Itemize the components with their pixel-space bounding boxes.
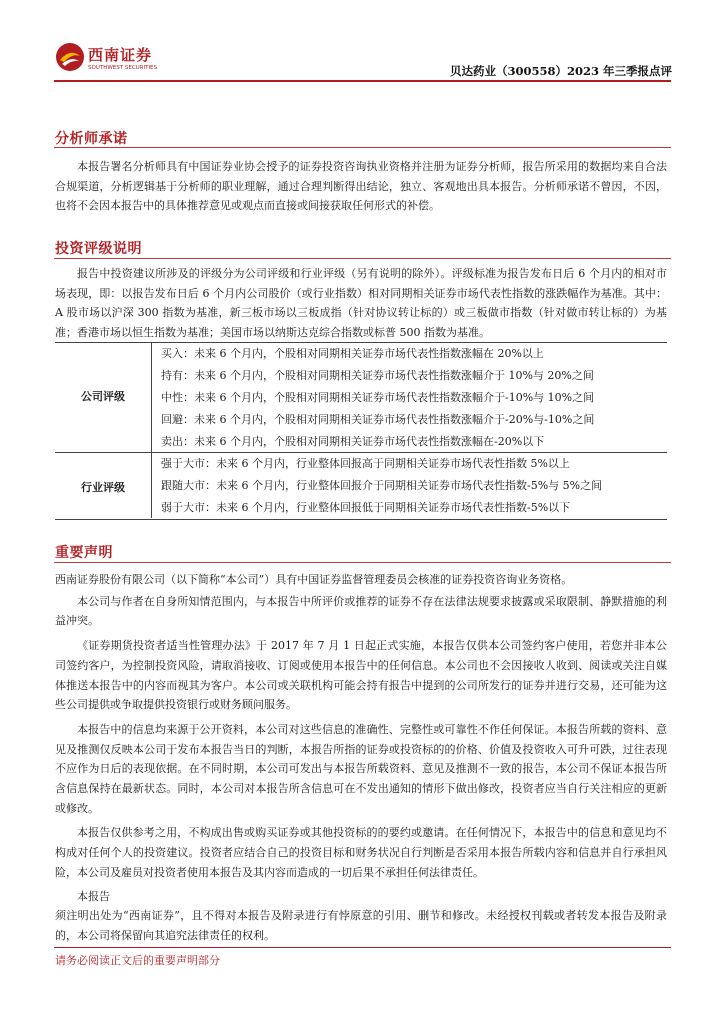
rating-text: 跟随大市：未来 6 个月内，行业整体回报介于同期相关证券市场代表性指数-5%与 5%之间 (161, 479, 603, 492)
disclaimer-paragraph: 本公司与作者在自身所知情范围内，与本报告中所评价或推荐的证券不存在法律法规要求披露或采取限制、静默措施的利益冲突。 (55, 594, 667, 628)
analyst-commitment-paragraph: 本报告署名分析师具有中国证券业协会授予的证券投资咨询执业资格并注册为证券分析师，报告所采用的数据均来自合法合规渠道，分析逻辑基于分析师的职业理解，通过合理判断得出结论，独立、客观地出具本报告。分析师承诺不曾因，不因，也将不会因本报告中的具体推荐意见或观点而直接或间接获取任何形式的补偿。 (55, 160, 667, 213)
disclaimer-paragraph: 须注明出处为“西南证券”，且不得对本报告及附录进行有悖原意的引用、删节和修改。未经授权刊载或者转发本报告及附录的，本公司将保留向其追究法律责任的权利。 (55, 909, 667, 942)
company-logo (55, 42, 165, 80)
company-rating-row (55, 387, 667, 409)
disclaimer-paragraph: 西南证券股份有限公司（以下简称“本公司”）具有中国证券监督管理委员会核准的证券投资咨询业务资格。 (55, 573, 573, 586)
disclaimer-paragraph: 本报告仅供参考之用，不构成出售或购买证券或其他投资标的的要约或邀请。在任何情况下，本报告中的信息和意见均不构成对任何个人的投资建议。投资者应结合自己的投资目标和财务状况自行判断是否采用本报告所载内容和信息并自行承担风险，本公司及雇员对投资者使用本报告及其内容而造成的一切后果不承担任何法律责任。 (55, 826, 667, 879)
rating-text: 卖出：未来 6 个月内，个股相对同期相关证券市场代表性指数涨幅在-20%以下 (161, 435, 545, 448)
section-divider (54, 258, 671, 259)
section-divider (54, 147, 671, 148)
section-title-rating-description: 投资评级说明 (55, 241, 142, 257)
rating-intro-text (55, 264, 667, 343)
logo-text-cn: 西南证券 (88, 46, 153, 64)
section-divider (54, 562, 671, 563)
rating-text: 中性：未来 6 个月内，个股相对同期相关证券市场代表性指数涨幅介于-10%与 10%之间 (161, 391, 595, 404)
company-rating-label: 公司评级 (81, 390, 125, 403)
company-rating-row (55, 365, 667, 387)
disclaimer-paragraph: 《证券期货投资者适当性管理办法》于 2017 年 7 月 1 日起正式实施，本报告仅供本公司签约客户使用，若您并非本公司签约客户，为控制投资风险，请取消接收、订阅或使用本报告中的任何信息。本公司也不会因接收人收到、阅读或关注自媒体推送本报告中的内容而视其为客户。本公司或关联机构可能会持有报告中提到的公司所发行的证券并进行交易，还可能为这些公司提供或争取提供投资银行或财务顾问服务。 (55, 639, 667, 712)
report-title: 贝达药业（300558）2023 年三季报点评 (449, 64, 672, 78)
footer-divider (54, 947, 671, 948)
industry-rating-row (55, 453, 667, 475)
industry-rating-label: 行业评级 (81, 481, 125, 494)
industry-rating-row (55, 497, 667, 519)
analyst-commitment-text (55, 157, 667, 216)
header-divider (54, 80, 671, 82)
rating-intro-paragraph: 报告中投资建议所涉及的评级分为公司评级和行业评级（另有说明的除外）。评级标准为报告发布日后 6 个月内的相对市场表现，即：以报告发布日后 6 个月内公司股价（或行业指数）相对同期相关证券市场代表性指数的涨跌幅作为基准。其中：A 股市场以沪深 300 指数为基准，新三板市场以三板成指（针对协议转让标的）或三板做市指数（针对做市转让标的）为基准；香港市场以恒生指数为基准；美国市场以纳斯达克综合指数或标普 500 指数为基准。 (55, 267, 667, 340)
company-rating-row (55, 409, 667, 431)
rating-text: 强于大市：未来 6 个月内，行业整体回报高于同期相关证券市场代表性指数 5%以上 (161, 457, 570, 470)
rating-text: 弱于大市：未来 6 个月内，行业整体回报低于同期相关证券市场代表性指数-5%以下 (161, 501, 571, 514)
rating-text: 买入：未来 6 个月内，个股相对同期相关证券市场代表性指数涨幅在 20%以上 (161, 347, 544, 360)
disclaimer-text (55, 570, 667, 946)
logo-emblem-icon (55, 42, 85, 72)
company-rating-row (55, 343, 667, 365)
rating-text: 回避：未来 6 个月内，个股相对同期相关证券市场代表性指数涨幅介于-20%与-10%之间 (161, 413, 595, 426)
table-border-bottom (55, 519, 667, 520)
industry-rating-row (55, 475, 667, 497)
company-rating-row (55, 431, 667, 453)
logo-text-en: SOUTHWEST SECURITIES (88, 65, 158, 71)
section-title-disclaimer: 重要声明 (55, 545, 113, 561)
footer-notice: 请务必阅读正文后的重要声明部分 (55, 954, 220, 967)
rating-text: 持有：未来 6 个月内，个股相对同期相关证券市场代表性指数涨幅介于 10%与 20%之间 (161, 369, 594, 382)
disclaimer-paragraph: 本报告中的信息均来源于公开资料，本公司对这些信息的准确性、完整性或可靠性不作任何保证。本报告所载的资料、意见及推测仅反映本公司于发布本报告当日的判断，本报告所指的证券或投资标的的价格、价值及投资收入可升可跌，过往表现不应作为日后的表现依据。在不同时期，本公司可发出与本报告所载资料、意见及推测不一致的报告，本公司不保证本报告所含信息保持在最新状态。同时，本公司对本报告所含信息可在不发出通知的情形下做出修改，投资者应当自行关注相应的更新或修改。 (55, 722, 667, 815)
section-title-analyst-commitment: 分析师承诺 (55, 131, 128, 147)
disclaimer-paragraph: 本报告 (77, 889, 110, 903)
